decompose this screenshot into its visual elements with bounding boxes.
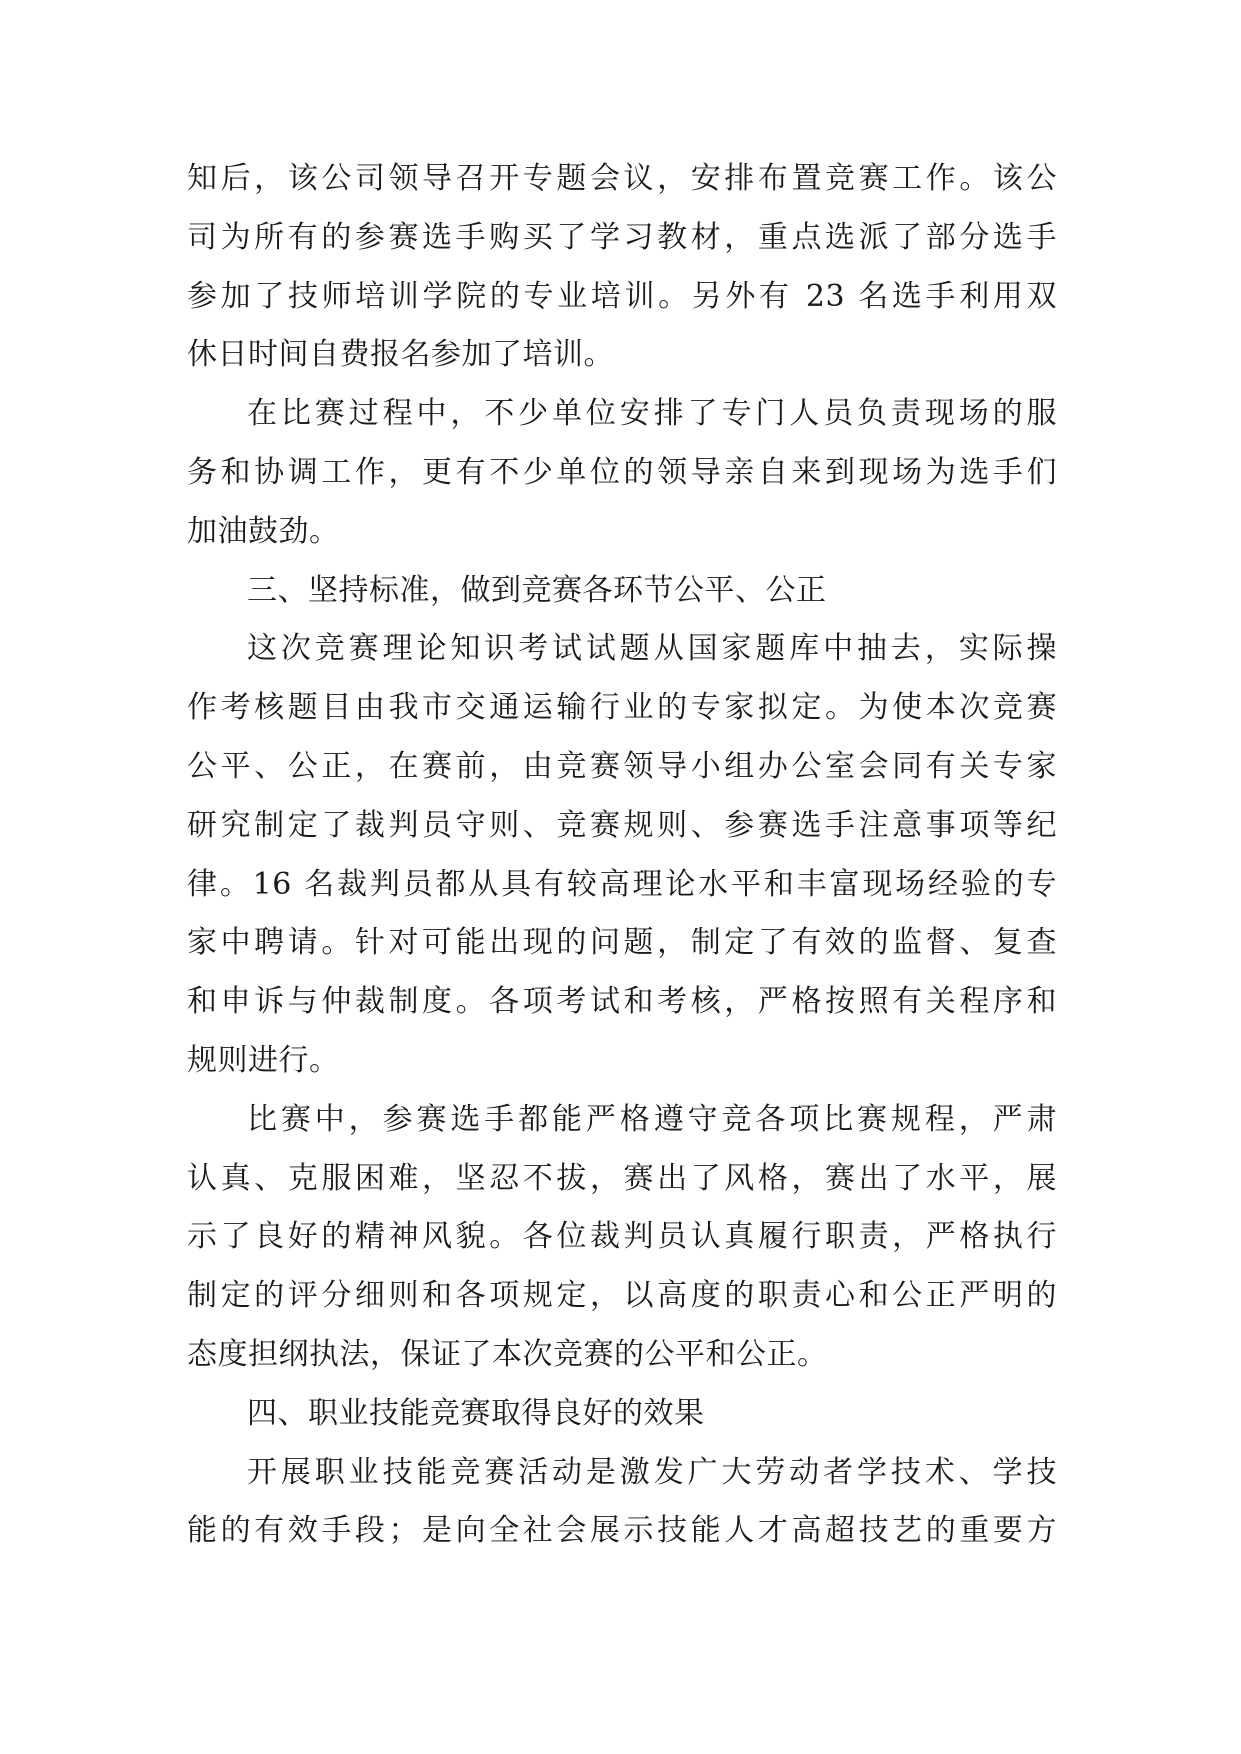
text-line: 知后，该公司领导召开专题会议，安排布置竞赛工作。该公: [187, 161, 1057, 196]
text-line: 家中聘请。针对可能出现的问题，制定了有效的监督、复查: [187, 925, 1057, 961]
text-line: 认真、克服困难，坚忍不拔，赛出了风格，赛出了水平，展: [187, 1160, 1057, 1196]
text-line: 比赛中，参赛选手都能严格遵守竞各项比赛规程，严肃: [247, 1101, 1057, 1137]
text-line: 参加了技师培训学院的专业培训。另外有 23 名选手利用双: [187, 278, 1057, 314]
text-line: 四、职业技能竞赛取得良好的效果: [247, 1395, 705, 1431]
text-line: 公平、公正，在赛前，由竞赛领导小组办公室会同有关专家: [187, 748, 1057, 784]
text-line: 务和协调工作，更有不少单位的领导亲自来到现场为选手们: [187, 454, 1057, 490]
text-line: 这次竞赛理论知识考试试题从国家题库中抽去，实际操: [247, 631, 1057, 667]
text-line: 态度担纲执法，保证了本次竞赛的公平和公正。: [187, 1336, 828, 1372]
document-body: [187, 150, 1057, 1561]
text-line: 开展职业技能竞赛活动是激发广大劳动者学技术、学技: [247, 1454, 1057, 1490]
text-line: 作考核题目由我市交通运输行业的专家拟定。为使本次竞赛: [187, 690, 1057, 726]
text-line: 和申诉与仲裁制度。各项考试和考核，严格按照有关程序和: [187, 984, 1057, 1020]
text-line: 休日时间自费报名参加了培训。: [187, 337, 614, 373]
text-line: 规则进行。: [187, 1042, 340, 1078]
text-line: 研究制定了裁判员守则、竞赛规则、参赛选手注意事项等纪: [187, 807, 1057, 843]
text-line: 司为所有的参赛选手购买了学习教材，重点选派了部分选手: [187, 219, 1057, 255]
text-line: 制定的评分细则和各项规定，以高度的职责心和公正严明的: [187, 1278, 1057, 1314]
text-line: 在比赛过程中，不少单位安排了专门人员负责现场的服: [247, 396, 1057, 432]
text-line: 能的有效手段；是向全社会展示技能人才高超技艺的重要方: [187, 1513, 1057, 1549]
text-line: 示了良好的精神风貌。各位裁判员认真履行职责，严格执行: [187, 1219, 1057, 1255]
text-line: 律。16 名裁判员都从具有较高理论水平和丰富现场经验的专: [187, 866, 1057, 902]
text-line: 三、坚持标准，做到竞赛各环节公平、公正: [247, 572, 827, 608]
text-line: 加油鼓劲。: [187, 513, 340, 549]
